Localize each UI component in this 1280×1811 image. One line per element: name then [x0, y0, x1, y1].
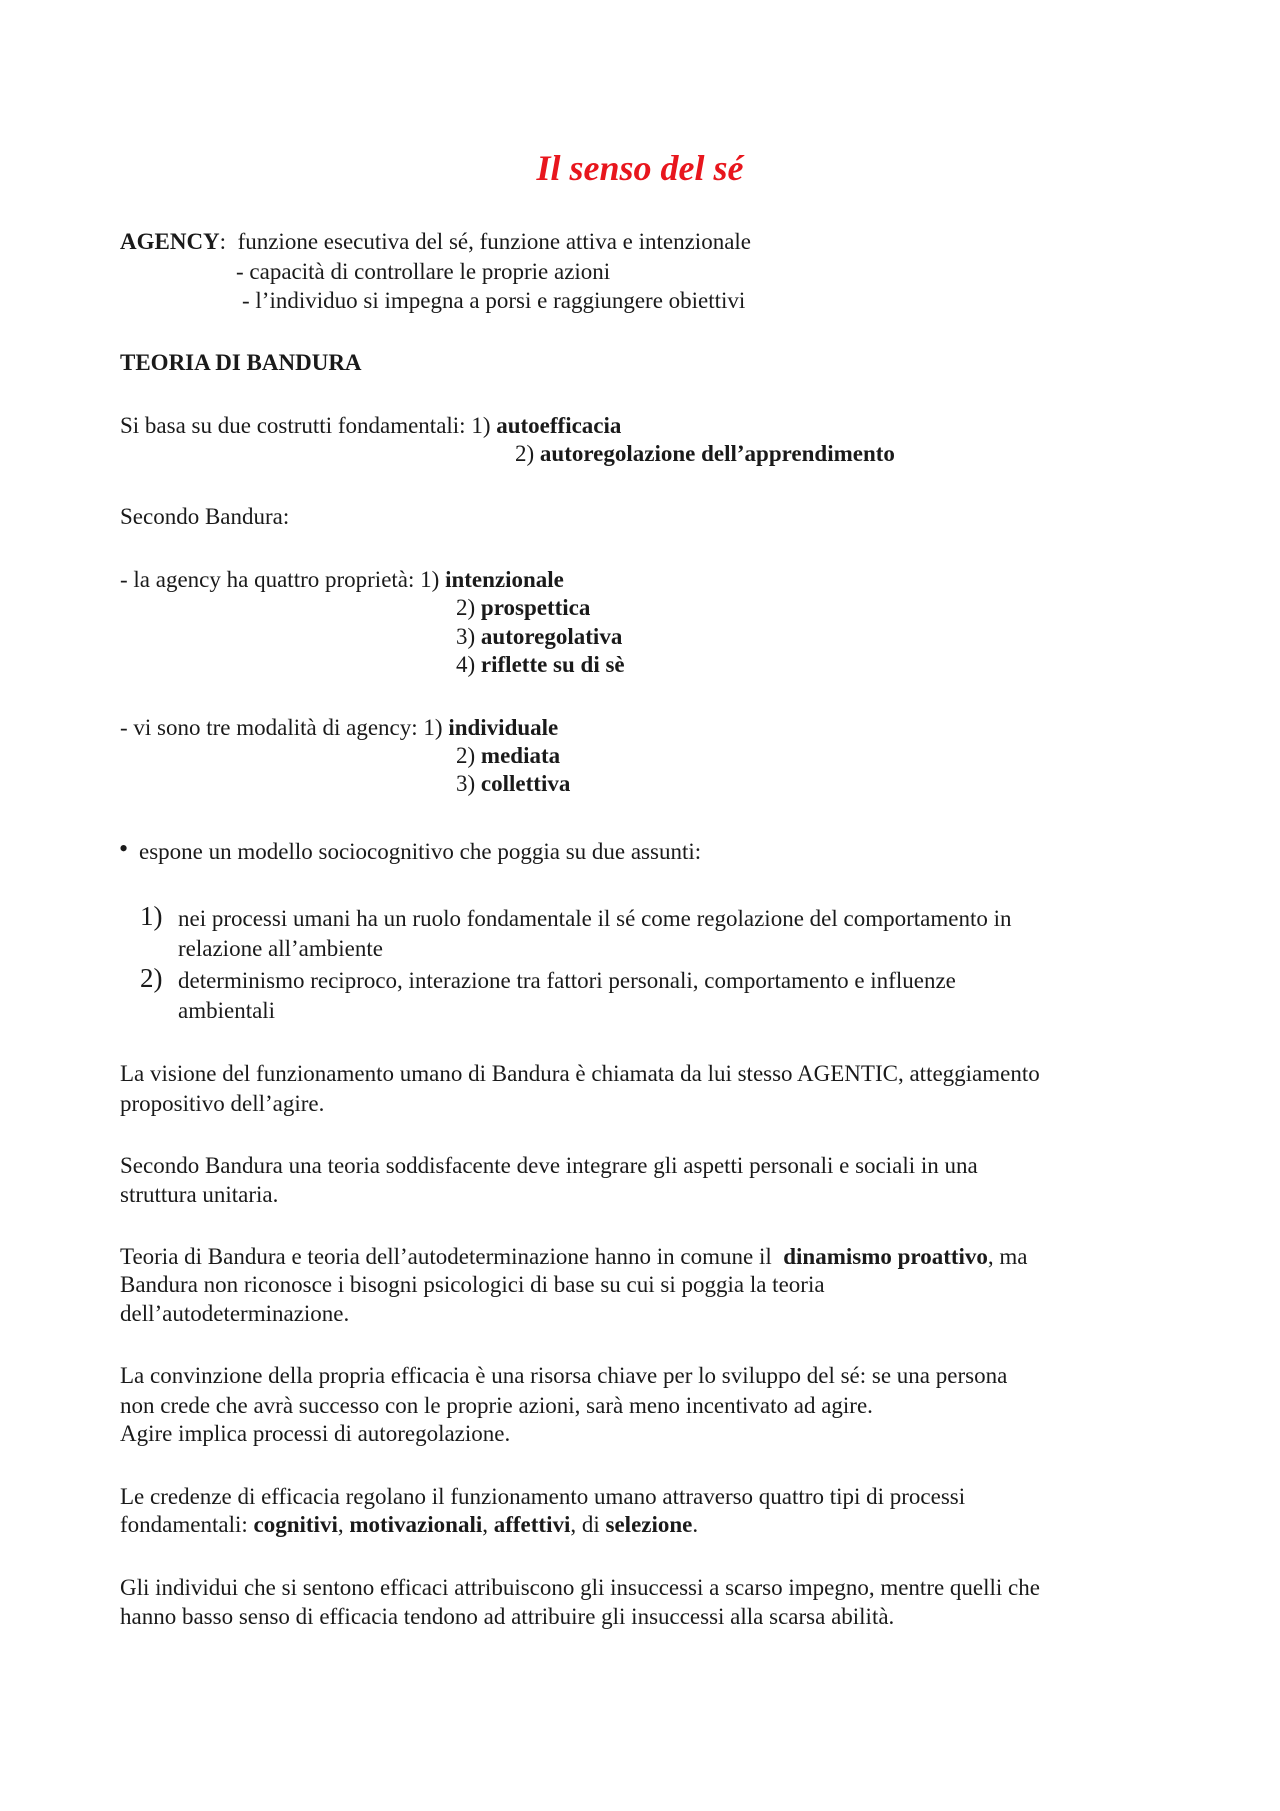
bullet-dot: • — [119, 834, 129, 863]
secondo-bandura: Secondo Bandura: — [120, 504, 290, 529]
property-item-4: riflette su di sè — [480, 652, 625, 677]
modality-item-3: collettiva — [480, 771, 571, 796]
bullet-text: espone un modello sociocognitivo che poggia su due assunti: — [139, 839, 702, 864]
separator: , di — [570, 1512, 600, 1537]
agency-colon: : — [219, 229, 227, 254]
modality-num-2: 2) — [456, 743, 476, 768]
modality-num-3: 3) — [456, 771, 476, 796]
separator: , — [482, 1512, 488, 1537]
credenze-lead: fondamentali: — [120, 1512, 248, 1537]
process-affettivi: affettivi — [493, 1512, 571, 1537]
agency-line-2: - capacità di controllare le proprie azioni — [236, 259, 611, 284]
process-cognitivi: cognitivi — [253, 1512, 338, 1537]
agency-definition — [120, 230, 751, 253]
assumption-num-2: 2) — [140, 963, 163, 993]
properties-line-1 — [120, 568, 564, 591]
assumption-num-1: 1) — [140, 901, 163, 931]
property-num-2: 2) — [456, 595, 476, 620]
credenze-line-2 — [120, 1513, 698, 1536]
agentic-line-2: propositivo dell’agire. — [120, 1091, 325, 1116]
modality-row-2 — [456, 744, 560, 767]
agency-line-3: - l’individuo si impegna a porsi e raggiungere obiettivi — [242, 288, 746, 313]
process-motivazionali: motivazionali — [349, 1512, 483, 1537]
agency-line-1: funzione esecutiva del sé, funzione attiva e intenzionale — [237, 229, 752, 254]
period: . — [692, 1512, 699, 1537]
modalities-lead: - vi sono tre modalità di agency: 1) — [120, 715, 443, 740]
autodet-line-3: dell’autodeterminazione. — [120, 1301, 350, 1326]
autodet-line-1-a: Teoria di Bandura e teoria dell’autodeterminazione hanno in comune il — [120, 1244, 772, 1269]
property-item-2: prospettica — [480, 595, 591, 620]
property-item-1: intenzionale — [445, 567, 564, 592]
modality-item-2: mediata — [480, 743, 561, 768]
dinamismo-proattivo: dinamismo proattivo — [783, 1244, 988, 1269]
property-row-3 — [456, 625, 622, 648]
agency-label: AGENCY — [120, 229, 220, 254]
constructs-lead: Si basa su due costrutti fondamentali: 1) — [120, 413, 491, 438]
assumption-1-line-2: relazione all’ambiente — [178, 936, 383, 961]
autodet-line-2: Bandura non riconosce i bisogni psicologici di base su cui si poggia la teoria — [120, 1272, 825, 1297]
modality-row-3 — [456, 772, 570, 795]
property-row-4 — [456, 653, 625, 676]
property-row-2 — [456, 596, 590, 619]
construct-num-2: 2) — [515, 441, 535, 466]
individui-line-1: Gli individui che si sentono efficaci attribuiscono gli insuccessi a scarso impegno, mentre quelli che — [120, 1575, 1040, 1600]
property-num-4: 4) — [456, 652, 476, 677]
agentic-line-1: La visione del funzionamento umano di Bandura è chiamata da lui stesso AGENTIC, atteggiamento — [120, 1061, 1040, 1086]
efficacia-line-2: non crede che avrà successo con le proprie azioni, sarà meno incentivato ad agire. — [120, 1393, 873, 1418]
theory-line-1: Secondo Bandura una teoria soddisfacente deve integrare gli aspetti personali e sociali in una — [120, 1153, 978, 1178]
modalities-line-1 — [120, 716, 558, 739]
separator: , — [337, 1512, 344, 1537]
efficacia-line-1: La convinzione della propria efficacia è una risorsa chiave per lo sviluppo del sé: se una persona — [120, 1363, 1008, 1388]
construct-autoregolazione: autoregolazione dell’apprendimento — [539, 441, 895, 466]
process-selezione: selezione — [605, 1512, 693, 1537]
property-num-3: 3) — [456, 624, 476, 649]
property-item-3: autoregolativa — [480, 624, 623, 649]
theory-line-2: struttura unitaria. — [120, 1182, 279, 1207]
assumption-2-line-1: determinismo reciproco, interazione tra fattori personali, comportamento e influenze — [178, 968, 956, 993]
assumption-2-line-2: ambientali — [178, 998, 276, 1023]
constructs-line-2 — [515, 442, 895, 465]
individui-line-2: hanno basso senso di efficacia tendono ad attribuire gli insuccessi alla scarsa abilità. — [120, 1604, 895, 1629]
properties-lead: - la agency ha quattro proprietà: 1) — [120, 567, 440, 592]
modality-item-1: individuale — [448, 715, 559, 740]
construct-autoefficacia: autoefficacia — [496, 413, 622, 438]
page-title: Il senso del sé — [536, 148, 744, 188]
credenze-line-1: Le credenze di efficacia regolano il funzionamento umano attraverso quattro tipi di processi — [120, 1484, 966, 1509]
efficacia-line-3: Agire implica processi di autoregolazione. — [120, 1421, 511, 1446]
autodet-line-1 — [120, 1245, 1028, 1268]
assumption-1-line-1: nei processi umani ha un ruolo fondamentale il sé come regolazione del comportamento in — [178, 906, 1012, 931]
bandura-heading: TEORIA DI BANDURA — [120, 350, 362, 375]
autodet-line-1-b: , ma — [987, 1244, 1028, 1269]
constructs-line-1 — [120, 414, 621, 437]
